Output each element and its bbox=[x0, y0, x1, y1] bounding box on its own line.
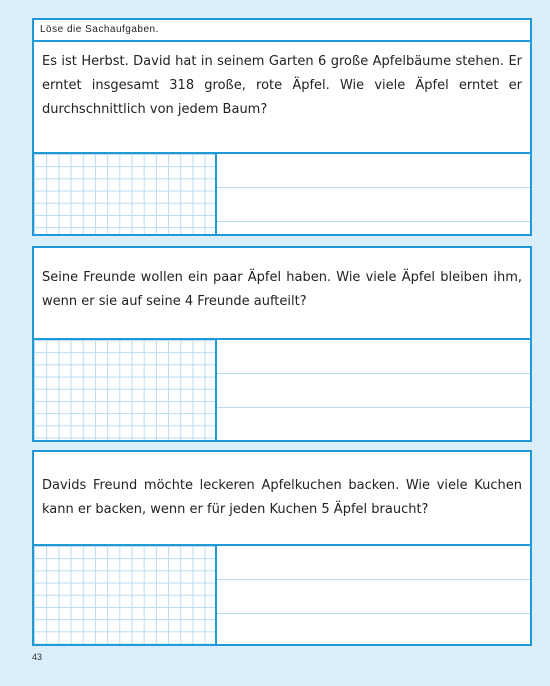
task-box-1 bbox=[32, 18, 532, 236]
task-question-1: Es ist Herbst. David hat in seinem Garten 6 große Apfelbäume stehen. Er erntet insgesamt 318 große, rote Äpfel. Wie viele Äpfel erntet er durchschnittlich von jedem Baum? bbox=[34, 42, 530, 154]
calculation-grid-3[interactable] bbox=[34, 546, 217, 644]
work-area-1 bbox=[34, 154, 530, 234]
answer-lines-3[interactable] bbox=[217, 546, 530, 644]
work-area-3 bbox=[34, 546, 530, 644]
task-question-3: Davids Freund möchte leckeren Apfelkuchen backen. Wie viele Kuchen kann er backen, wenn er für jeden Kuchen 5 Äpfel braucht? bbox=[34, 452, 530, 546]
answer-lines-2[interactable] bbox=[217, 340, 530, 440]
task-question-2: Seine Freunde wollen ein paar Äpfel haben. Wie viele Äpfel bleiben ihm, wenn er sie auf seine 4 Freunde aufteilt? bbox=[34, 248, 530, 340]
task-box-2 bbox=[32, 246, 532, 442]
instruction-heading: Löse die Sachaufgaben. bbox=[34, 20, 530, 42]
work-area-2 bbox=[34, 340, 530, 440]
calculation-grid-2[interactable] bbox=[34, 340, 217, 440]
calculation-grid-1[interactable] bbox=[34, 154, 217, 234]
answer-lines-1[interactable] bbox=[217, 154, 530, 234]
task-box-3 bbox=[32, 450, 532, 646]
page-number: 43 bbox=[32, 652, 43, 662]
